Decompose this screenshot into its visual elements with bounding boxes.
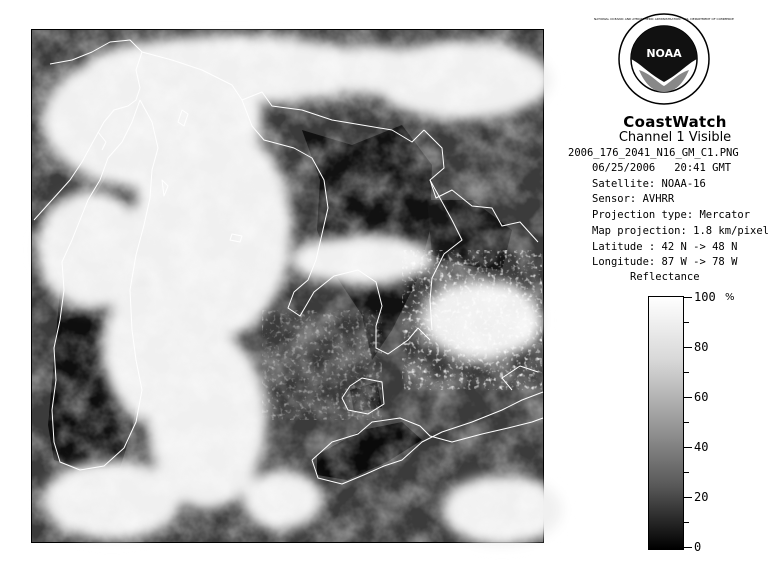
- colorbar-tick-minor: [684, 472, 689, 473]
- colorbar-tick-label: 0: [694, 540, 702, 554]
- colorbar-tick-label: 60: [694, 390, 709, 404]
- colorbar-tick-major: [684, 547, 692, 548]
- colorbar-tick-minor: [684, 372, 689, 373]
- acquisition-date: 06/25/2006: [592, 162, 656, 174]
- colorbar-tick-major: [684, 447, 692, 448]
- colorbar-unit: %: [725, 292, 735, 303]
- satellite-image-map: [31, 29, 544, 543]
- colorbar-tick-minor: [684, 422, 689, 423]
- channel-label: Channel 1 Visible: [618, 130, 732, 145]
- projection-type-label: Projection type: Mercator: [592, 209, 751, 222]
- image-filename: 2006_176_2041_N16_GM_C1.PNG: [568, 147, 739, 159]
- sensor-label: Sensor: AVHRR: [592, 193, 675, 206]
- scattered-cumulus: [262, 310, 382, 420]
- map-projection-label: Map projection: 1.8 km/pixel: [592, 224, 770, 237]
- latitude-label: Latitude : 42 N -> 48 N: [592, 240, 738, 253]
- colorbar-tick-label: 40: [694, 440, 709, 454]
- colorbar-tick-major: [684, 397, 692, 398]
- satellite-visible-image: [32, 30, 543, 542]
- logo-text: NOAA: [646, 47, 682, 60]
- image-metadata: [592, 161, 769, 271]
- colorbar-title: Reflectance: [630, 271, 700, 283]
- colorbar-tick-label: 80: [694, 340, 709, 354]
- acquisition-time: 20:41 GMT: [674, 162, 732, 174]
- satellite-label: Satellite: NOAA-16: [592, 177, 706, 190]
- acquisition-datetime: [592, 161, 769, 177]
- popcorn-cumulus: [402, 250, 542, 390]
- colorbar-tick-major: [684, 497, 692, 498]
- longitude-label: Longitude: 87 W -> 78 W: [592, 256, 738, 269]
- colorbar-tick-major: [684, 347, 692, 348]
- colorbar-tick-label: 100: [694, 290, 716, 304]
- product-title: CoastWatch: [623, 113, 727, 131]
- colorbar-tick-minor: [684, 322, 689, 323]
- colorbar-tick-major: [684, 297, 692, 298]
- colorbar-tick-label: 20: [694, 490, 709, 504]
- logo-ring-text: NATIONAL OCEANIC AND ATMOSPHERIC ADMINISTRATION · U.S. DEPARTMENT OF COMMERCE: [594, 17, 734, 21]
- noaa-logo: [594, 12, 734, 106]
- reflectance-colorbar: [648, 296, 684, 550]
- colorbar-tick-minor: [684, 522, 689, 523]
